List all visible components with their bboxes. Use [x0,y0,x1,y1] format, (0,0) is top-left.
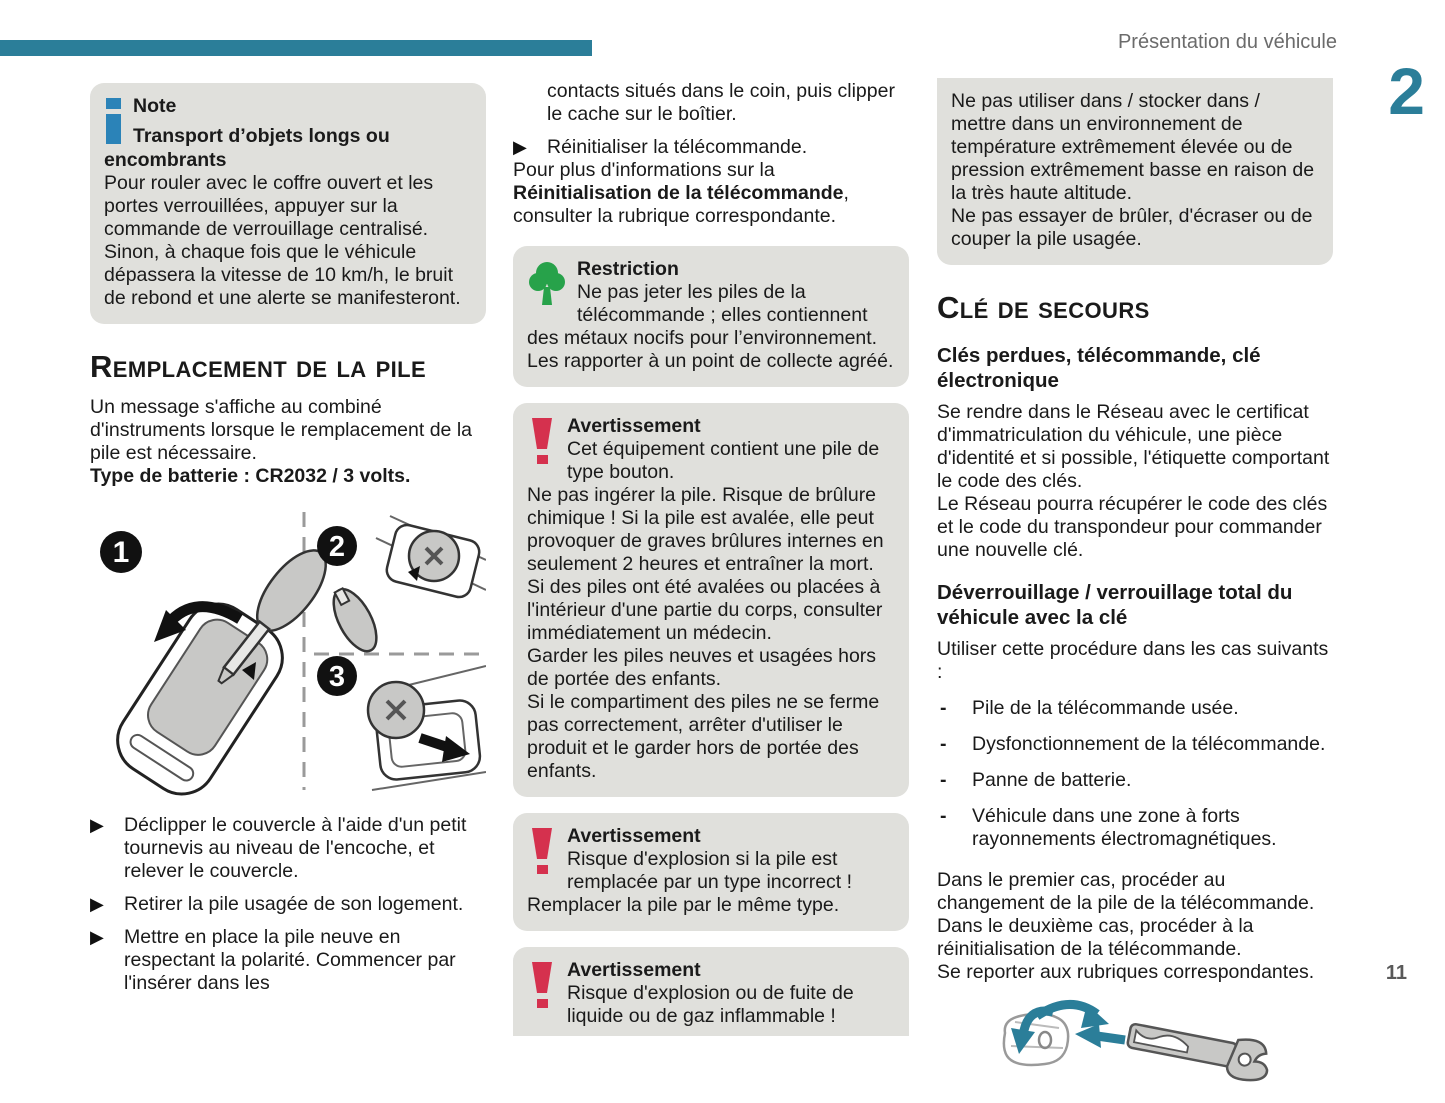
section-title-battery-replacement: Remplacement de la pile [90,349,427,384]
step-2-badge [317,526,357,566]
warning-text: Risque d'explosion si la pile est remplacée par un type incorrect ! Remplacer la pile par le même type. [527,848,853,916]
list-item: - Dysfonctionnement de la télécommande. [937,733,1333,756]
warning-text: Ne pas ingérer la pile. Risque de brûlure chimique ! Si la pile est avalée, elle peut provoquer de graves brûlures internes en seulement 2 heures et entraîner la mort. [527,484,884,575]
step-1-badge [100,531,142,573]
dash-bullet: - [940,697,947,719]
note-paragraph: Sinon, à chaque fois que le véhicule dépassera la vitesse de 10 km/h, le bruit de rebond et une alerte se manifesteront. [104,241,461,309]
warning-box-continued [937,78,1333,265]
list-item: ▶ Déclipper le couvercle à l'aide d'un petit tournevis au niveau de l'encoche, et relever le couvercle. [90,814,467,882]
warning-text: Cet équipement contient une pile de type bouton. [567,438,880,483]
list-item: ▶ Mettre en place la pile neuve en respectant la polarité. Commencer par l'insérer dans les [90,926,456,994]
left-column [90,80,486,995]
battery-type-text: Type de batterie : CR2032 / 3 volts. [90,465,411,487]
dash-bullet: - [940,733,947,755]
warning-title: Avertissement [567,959,701,981]
warning-icon [529,962,555,1015]
note-title: Note [133,95,177,117]
warning-box-1 [513,403,909,797]
restriction-text: Ne pas jeter les piles de la télécommande ; elles contiennent des métaux nocifs pour l’environnement. Les rapporter à un point de collecte agréé. [527,281,894,372]
svg-text:1: 1 [112,536,130,569]
list-item: ▶ Réinitialiser la télécommande. [513,136,808,158]
body-text: Utiliser cette procédure dans les cas suivants : [937,638,1329,683]
warning-text: Si le compartiment des piles ne se ferme pas correctement, arrêter d'utiliser le produit et le garder hors de portée des enfants. [527,691,880,782]
body-text: Se reporter aux rubriques correspondantes. [937,961,1315,983]
spare-key-figure [937,998,1333,1098]
warning-box-2 [513,813,909,931]
subsection-lost-keys: Clés perdues, télécommande, clé électronique [937,344,1261,392]
warning-text: Si des piles ont été avalées ou placées à l'intérieur d'une partie du corps, consulter immédiatement un médecin. [527,576,883,644]
restriction-title: Restriction [577,258,679,280]
warning-text: Ne pas essayer de brûler, d'écraser ou de couper la pile usagée. [951,205,1313,250]
list-item: ▶ Retirer la pile usagée de son logement. [90,893,464,915]
list-item: - Panne de batterie. [937,769,1333,792]
middle-column [513,80,909,1036]
right-column [937,80,1333,1098]
list-item: - Pile de la télécommande usée. [937,697,1333,720]
body-text: Dans le deuxième cas, procéder à la réinitialisation de la télécommande. [937,915,1254,960]
warning-box-3 [513,947,909,1036]
continued-text: contacts situés dans le coin, puis clipper le cache sur le boîtier. [547,80,895,125]
dash-bullet: - [940,805,947,827]
body-text: Se rendre dans le Réseau avec le certificat d'immatriculation du véhicule, une pièce d'identité et si possible, l'étiquette comportant le code des clés. [937,401,1330,492]
svg-text:3: 3 [328,661,346,693]
triangle-bullet-icon: ▶ [90,894,104,914]
warning-title: Avertissement [567,825,701,847]
dash-bullet: - [940,769,947,791]
svg-text:2: 2 [328,531,346,563]
warning-text: Ne pas utiliser dans / stocker dans / mettre dans un environnement de température extrêmement élevée ou de pression extrêmement basse en raison de la très haute altitude. [951,90,1315,204]
triangle-bullet-icon: ▶ [90,927,104,947]
battery-replacement-figure [90,504,486,796]
chapter-number: 2 [1388,54,1425,128]
chapter-accent-bar [0,40,592,56]
tree-icon [529,261,565,314]
battery-intro-text: Un message s'affiche au combiné d'instruments lorsque le remplacement de la pile est nécessaire. [90,396,472,464]
warning-icon [529,418,555,471]
note-paragraph: Pour rouler avec le coffre ouvert et les portes verrouillées, appuyer sur la commande de verrouillage centralisé. [104,172,434,240]
subsection-unlock-with-key: Déverrouillage / verrouillage total du véhicule avec la clé [937,581,1293,629]
section-title-spare-key: Clé de secours [937,290,1150,325]
warning-text: Garder les piles neuves et usagées hors de portée des enfants. [527,645,877,690]
triangle-bullet-icon: ▶ [90,815,104,835]
triangle-bullet-icon: ▶ [513,137,527,157]
body-text: Le Réseau pourra récupérer le code des clés et le code du transpondeur pour commander une nouvelle clé. [937,493,1328,561]
warning-icon [529,828,555,881]
restriction-box [513,246,909,387]
info-icon [106,98,121,144]
warning-text: Risque d'explosion ou de fuite de liquide ou de gaz inflammable ! [567,982,854,1027]
page-header-title: Présentation du véhicule [1117,31,1337,53]
info-paragraph: Pour plus d'informations sur la Réinitialisation de la télécommande, consulter la rubrique correspondante. [513,159,849,227]
page-number: 11 [1385,962,1407,984]
warning-title: Avertissement [567,415,701,437]
bold-reference: Réinitialisation de la télécommande [513,182,844,204]
step-3-badge [317,656,357,696]
note-subtitle: Transport d’objets longs ou encombrants [104,125,390,171]
list-item: - Véhicule dans une zone à forts rayonnements électromagnétiques. [937,805,1333,851]
note-box [90,83,486,324]
body-text: Dans le premier cas, procéder au changement de la pile de la télécommande. [937,869,1315,914]
